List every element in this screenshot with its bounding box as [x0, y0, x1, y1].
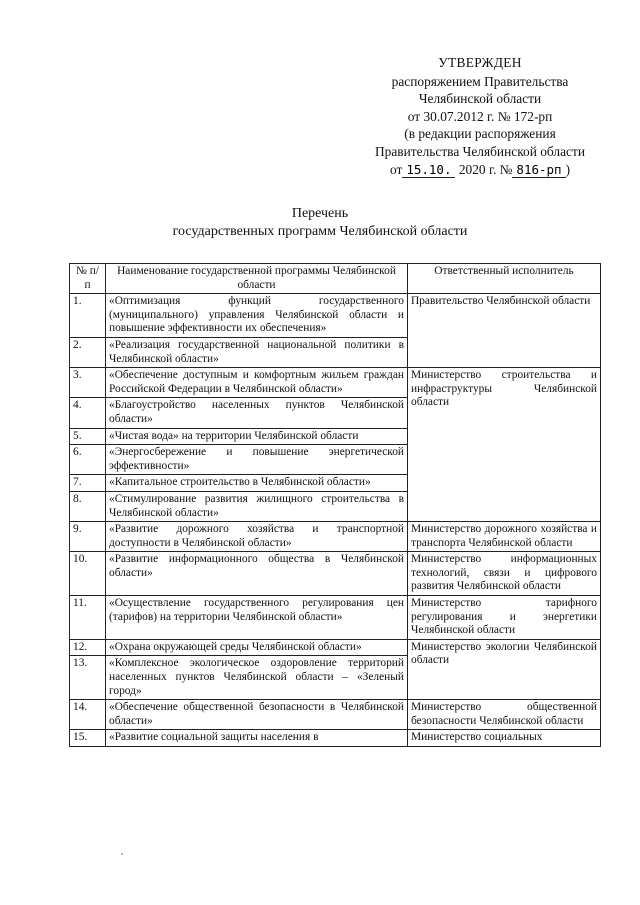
program-name: «Развитие информационного общества в Челябинской области» [106, 552, 408, 596]
table-row [70, 639, 601, 656]
program-name: «Развитие дорожного хозяйства и транспортной доступности в Челябинской области» [106, 522, 408, 552]
row-num: 2. [70, 337, 106, 367]
document-title [0, 205, 640, 241]
title-line-2: государственных программ Челябинской области [172, 224, 468, 239]
program-name: «Реализация государственной национальной политики в Челябинской области» [106, 337, 408, 367]
program-name: «Капитальное строительство в Челябинской области» [106, 475, 408, 492]
row-num: 9. [70, 522, 106, 552]
row-num: 5. [70, 428, 106, 445]
approval-line: Правительства Челябинской области [375, 143, 585, 159]
program-name: «Обеспечение доступным и комфортным жильем граждан Российской Федерации в Челябинской области» [106, 368, 408, 398]
program-name: «Охрана окружающей среды Челябинской области» [106, 639, 408, 656]
row-num: 10. [70, 552, 106, 596]
approval-line: (в редакции распоряжения [404, 126, 556, 142]
executor: Министерство дорожного хозяйства и транспорта Челябинской области [408, 522, 601, 552]
date-year: 2020 г. № [458, 161, 513, 177]
executor: Министерство социальных [408, 730, 601, 747]
row-num: 6. [70, 445, 106, 475]
table-row [70, 294, 601, 338]
approval-line: распоряжением Правительства [391, 73, 569, 89]
program-name: «Благоустройство населенных пунктов Челябинской области» [106, 398, 408, 428]
row-num: 4. [70, 398, 106, 428]
header-exec: Ответственный исполнитель [408, 264, 601, 294]
programs-table [69, 263, 601, 747]
approval-line: Челябинской области [418, 91, 542, 107]
row-num: 11. [70, 596, 106, 640]
row-num: 7. [70, 475, 106, 492]
program-name: «Обеспечение общественной безопасности в Челябинской области» [106, 700, 408, 730]
row-num: 8. [70, 491, 106, 521]
approval-heading: УТВЕРЖДЕН [438, 55, 522, 70]
scan-speck [121, 853, 123, 855]
executor: Министерство строительства и инфраструктуры Челябинской области [408, 368, 601, 522]
approval-stamp [330, 54, 630, 178]
row-num: 15. [70, 730, 106, 747]
program-name: «Комплексное экологическое оздоровление территорий населенных пунктов Челябинской области – «Зеленый город» [106, 656, 408, 700]
date-suffix: ) [565, 161, 571, 177]
date-field [402, 163, 455, 178]
handwritten-number: 816-рп [516, 161, 562, 177]
amendment-date-line [390, 161, 570, 179]
header-num: № п/п [70, 264, 106, 294]
table-row [70, 700, 601, 730]
executor: Министерство общественной безопасности Челябинской области [408, 700, 601, 730]
executor: Министерство экологии Челябинской области [408, 639, 601, 699]
program-name: «Развитие социальной защиты населения в [106, 730, 408, 747]
number-field [512, 163, 565, 178]
table-row [70, 596, 601, 640]
table-row [70, 552, 601, 596]
program-name: «Стимулирование развития жилищного строительства в Челябинской области» [106, 491, 408, 521]
program-name: «Энергосбережение и повышение энергетической эффективности» [106, 445, 408, 475]
date-prefix: от [389, 161, 403, 177]
row-num: 12. [70, 639, 106, 656]
approval-line: от 30.07.2012 г. № 172-рп [407, 108, 553, 124]
row-num: 14. [70, 700, 106, 730]
table-header-row [70, 264, 601, 294]
table-row [70, 730, 601, 747]
handwritten-date: 15.10. [406, 161, 452, 177]
title-line-1: Перечень [291, 206, 349, 221]
table-row [70, 522, 601, 552]
program-name: «Чистая вода» на территории Челябинской области [106, 428, 408, 445]
header-name: Наименование государственной программы Челябинской области [106, 264, 408, 294]
executor: Министерство тарифного регулирования и энергетики Челябинской области [408, 596, 601, 640]
program-name: «Оптимизация функций государственного (муниципального) управления Челябинской области и повышение эффективности их обеспечения» [106, 294, 408, 338]
executor: Правительство Челябинской области [408, 294, 601, 368]
row-num: 1. [70, 294, 106, 338]
program-name: «Осуществление государственного регулирования цен (тарифов) на территории Челябинской области» [106, 596, 408, 640]
table-row [70, 368, 601, 398]
row-num: 3. [70, 368, 106, 398]
row-num: 13. [70, 656, 106, 700]
executor: Министерство информационных технологий, связи и цифрового развития Челябинской области [408, 552, 601, 596]
